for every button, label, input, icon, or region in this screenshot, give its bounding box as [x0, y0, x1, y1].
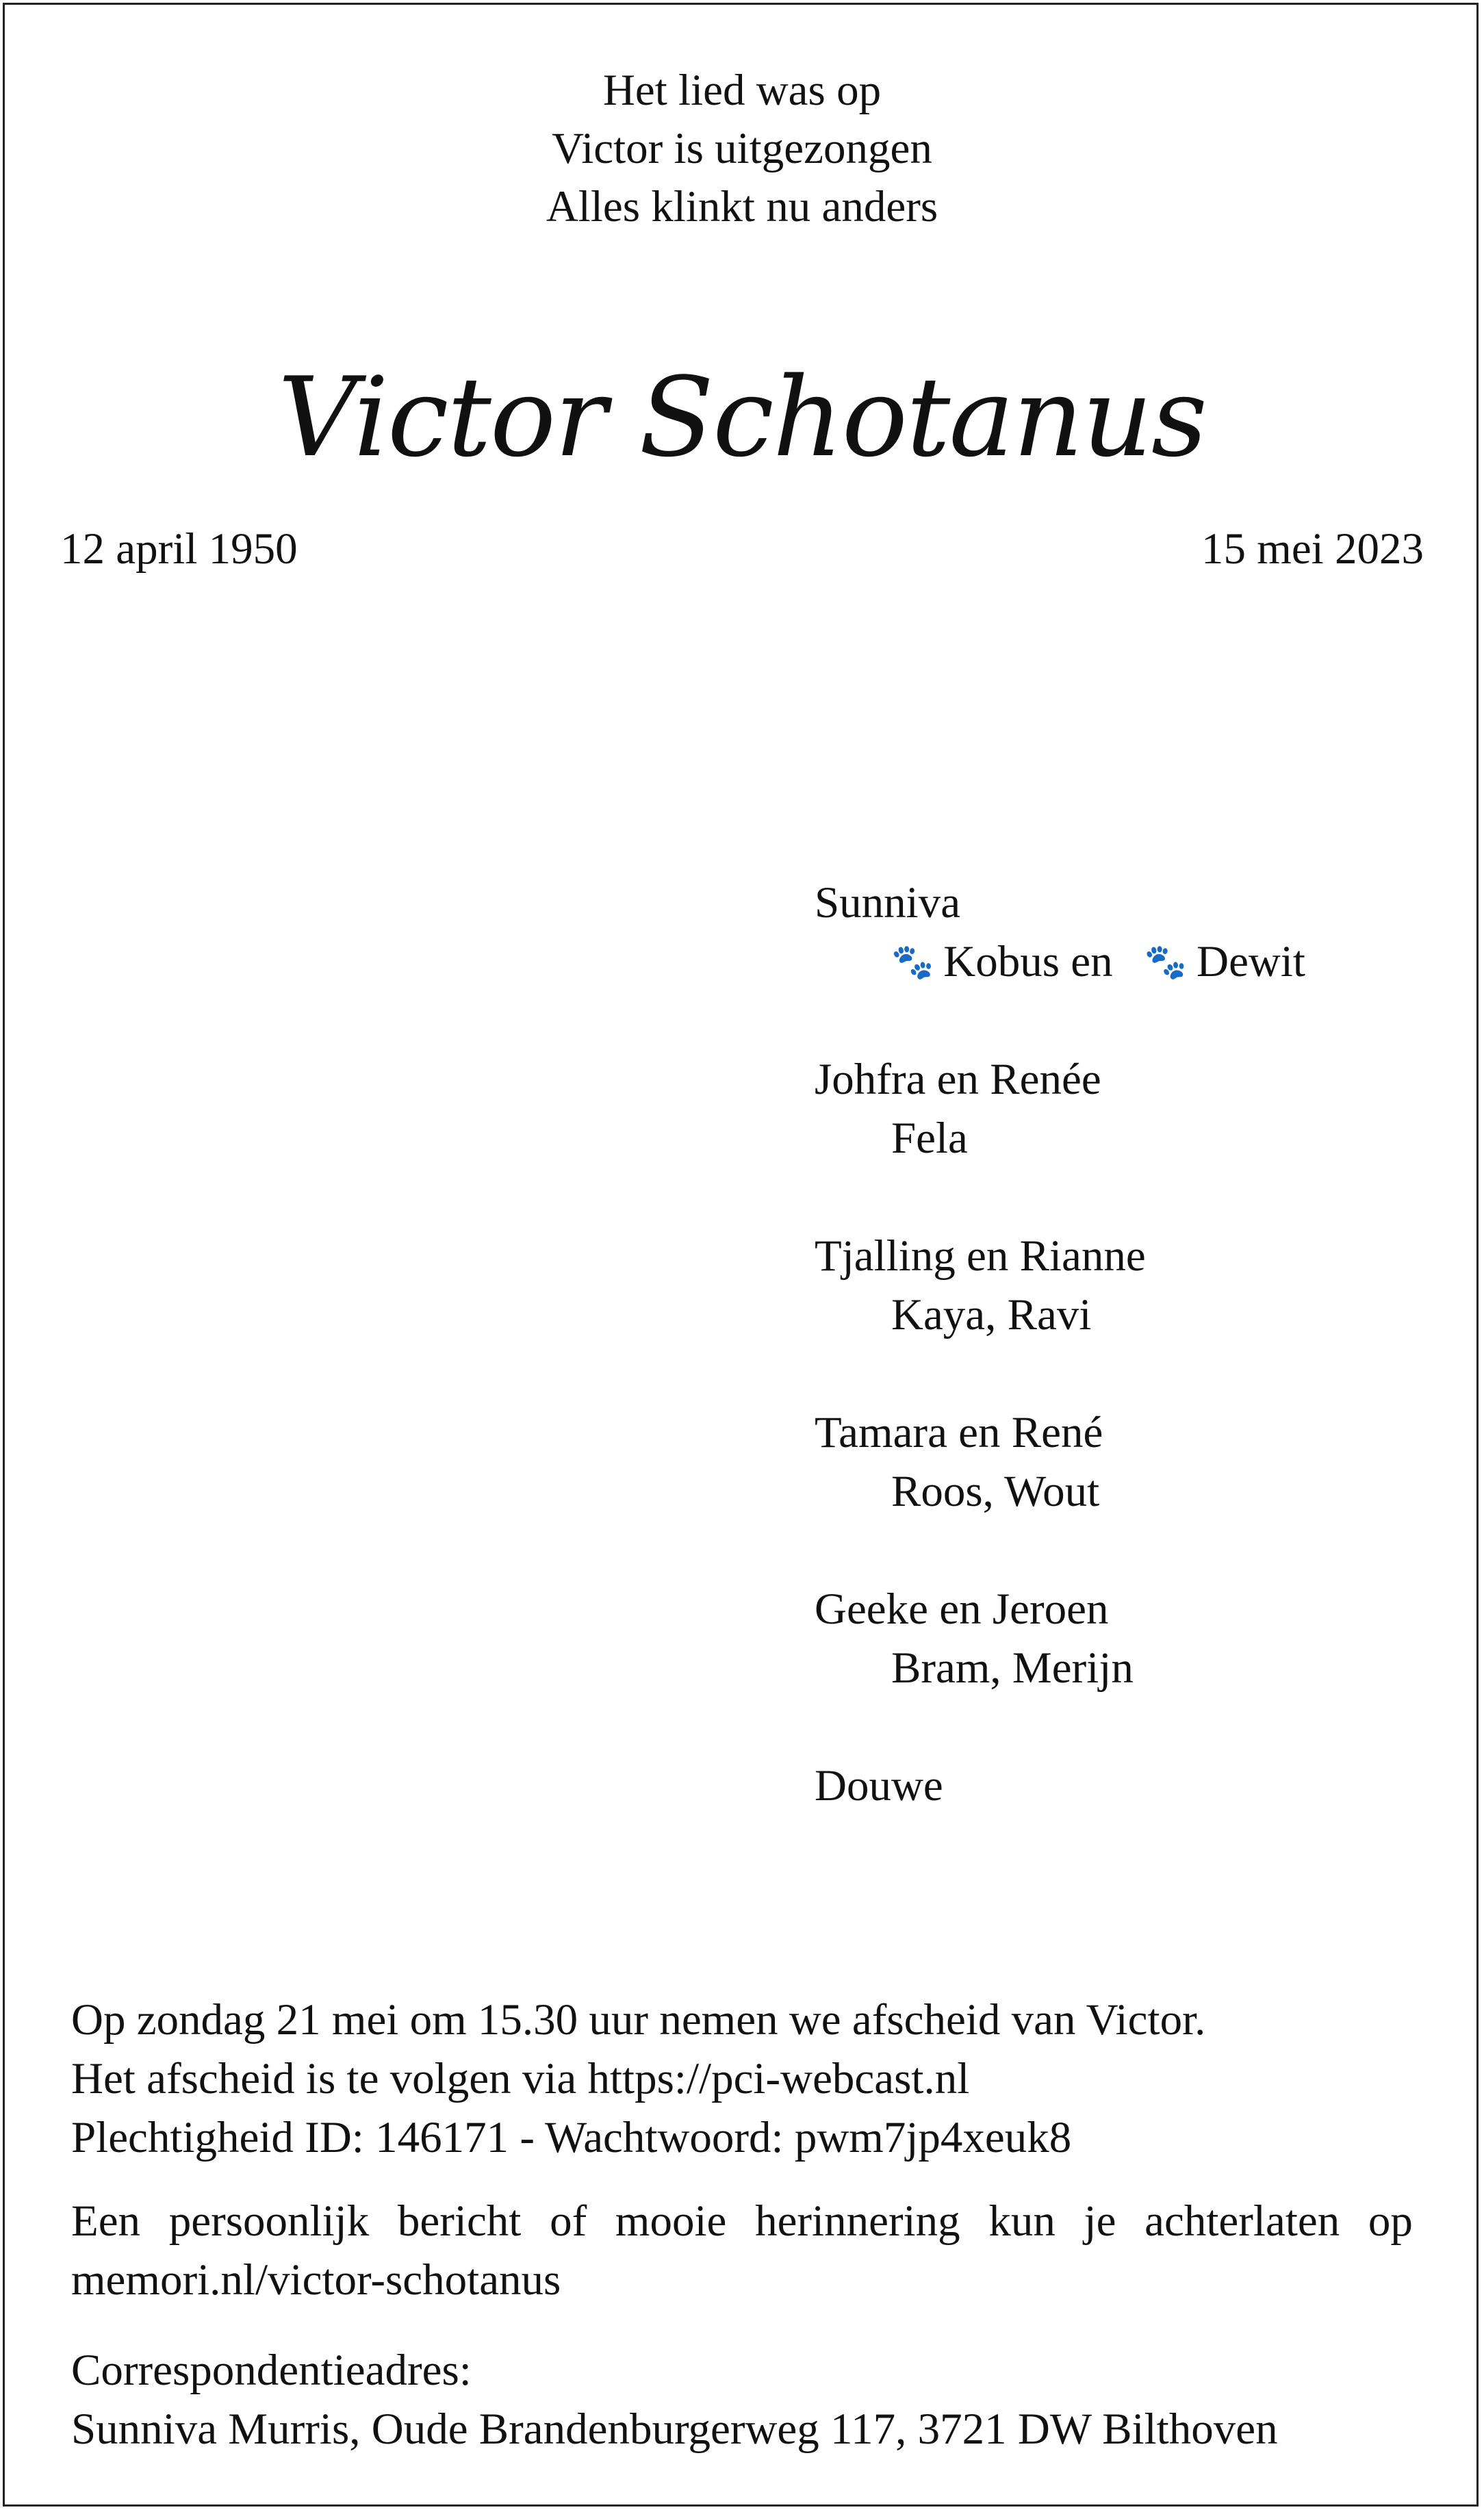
family-main: Tjalling en Rianne	[815, 1231, 1146, 1281]
ceremony-line: Plechtigheid ID: 146171 - Wachtwoord: pwm7jp4xeuk8	[71, 2113, 1072, 2162]
family-group	[815, 1756, 1305, 1815]
memori-word: mooie	[615, 2196, 727, 2246]
memori-word: bericht	[397, 2196, 522, 2246]
family-main: Johfra en Renée	[815, 1055, 1101, 1104]
ceremony-info	[71, 1990, 1413, 2167]
family-sub	[815, 932, 1305, 991]
correspondence-address: Sunniva Murris, Oude Brandenburgerweg 117, 3721 DW Bilthoven	[71, 2405, 1278, 2454]
family-list	[815, 873, 1305, 1874]
family-group	[815, 1403, 1305, 1521]
memori-word: of	[550, 2196, 587, 2246]
family-main: Tamara en René	[815, 1408, 1103, 1457]
death-date: 15 mei 2023	[1201, 524, 1424, 574]
family-sub: Kaya, Ravi	[891, 1290, 1092, 1340]
paw-icon: 🐾	[1144, 943, 1188, 981]
family-group	[815, 1580, 1305, 1697]
memori-link: memori.nl/victor-schotanus	[71, 2255, 561, 2305]
poem	[0, 62, 1484, 236]
family-sub: Bram, Merijn	[891, 1643, 1134, 1693]
family-group	[815, 1227, 1305, 1344]
family-group	[815, 873, 1305, 991]
pet-name: Dewit	[1197, 937, 1305, 986]
pet-name: Kobus en	[943, 937, 1113, 986]
memori-word: je	[1084, 2196, 1116, 2246]
family-main: Douwe	[815, 1761, 943, 1810]
memori-word: op	[1368, 2196, 1413, 2246]
memori-info	[71, 2192, 1413, 2309]
deceased-name: Victor Schotanus	[278, 353, 1206, 481]
family-main: Sunniva	[815, 878, 961, 927]
poem-line: Alles klinkt nu anders	[546, 182, 938, 231]
memori-sentence	[71, 2192, 1413, 2251]
birth-date: 12 april 1950	[60, 524, 298, 574]
paw-icon: 🐾	[891, 943, 934, 981]
memori-word: achterlaten	[1144, 2196, 1340, 2246]
ceremony-line: Op zondag 21 mei om 15.30 uur nemen we afscheid van Victor.	[71, 1995, 1206, 2045]
memori-word: Een	[71, 2196, 141, 2246]
family-main: Geeke en Jeroen	[815, 1585, 1109, 1634]
poem-line: Victor is uitgezongen	[552, 124, 932, 173]
family-sub: Fela	[891, 1114, 968, 1163]
memori-word: herinnering	[755, 2196, 960, 2246]
family-group	[815, 1050, 1305, 1168]
ceremony-line: Het afscheid is te volgen via https://pci-webcast.nl	[71, 2054, 970, 2103]
memori-word: kun	[988, 2196, 1056, 2246]
poem-line: Het lied was op	[602, 66, 882, 115]
correspondence-label: Correspondentieadres:	[71, 2346, 472, 2395]
memori-word: persoonlijk	[168, 2196, 370, 2246]
family-sub: Roos, Wout	[891, 1467, 1100, 1516]
correspondence	[71, 2341, 1413, 2459]
